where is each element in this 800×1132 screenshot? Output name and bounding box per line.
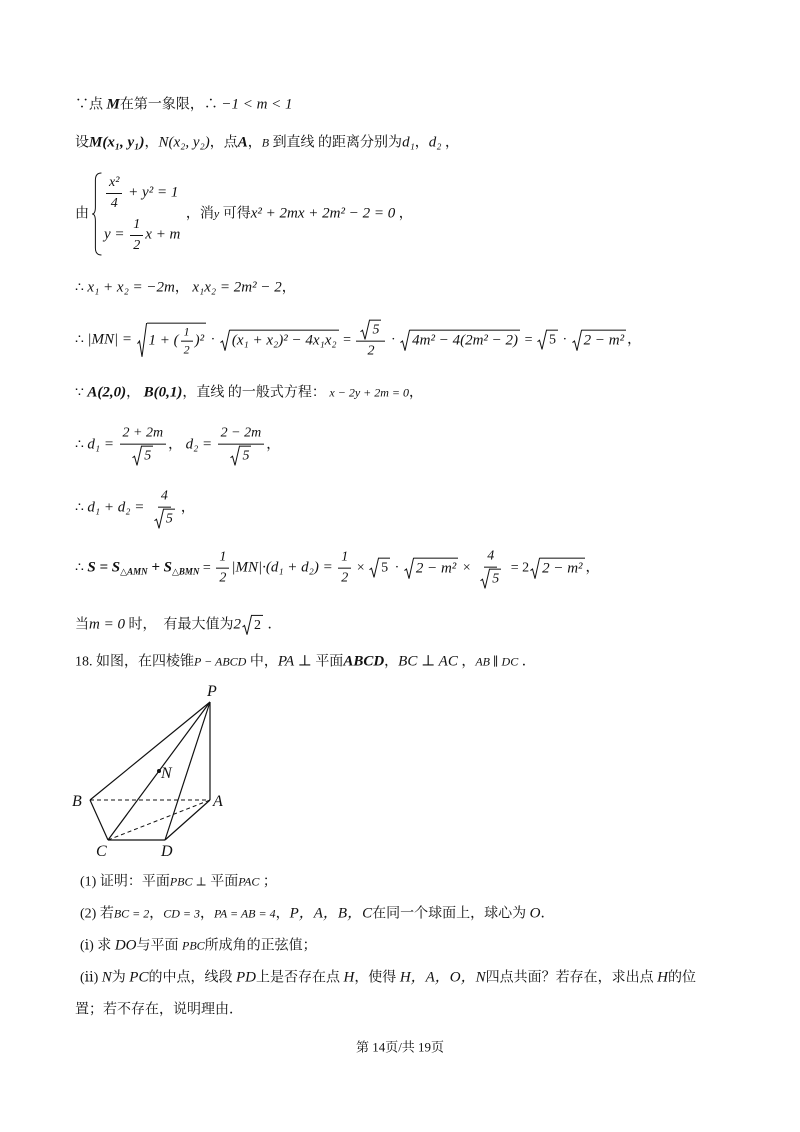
denominator: 2 xyxy=(367,343,375,359)
radical-sign xyxy=(230,445,240,465)
math-var: B xyxy=(261,135,270,150)
text: 在第一象限，∴ xyxy=(119,97,218,113)
math-expr: PAC xyxy=(238,874,260,889)
text: ； xyxy=(262,874,277,890)
text: ． xyxy=(540,906,555,922)
text: (2) 若 xyxy=(80,906,114,922)
radical xyxy=(230,445,251,465)
math-var: O xyxy=(529,905,541,922)
text: 平面 xyxy=(315,654,344,670)
text: ， xyxy=(409,385,424,401)
label-n: N xyxy=(161,765,172,782)
radical-sign-path xyxy=(361,320,371,339)
radicand: (x₁ + x₂)² − 4x₁x₂ xyxy=(230,329,339,351)
line-distances xyxy=(75,425,280,466)
denominator xyxy=(226,444,255,465)
text: ， xyxy=(247,135,262,151)
text: 当 xyxy=(75,617,89,633)
math-expr: |MN|·(d₁ + d₂) = xyxy=(231,559,333,576)
fraction xyxy=(181,325,193,358)
text: ． xyxy=(521,654,536,670)
math-var: H xyxy=(657,969,668,986)
radical xyxy=(404,557,458,579)
math-var: d₂ xyxy=(428,134,442,151)
fraction xyxy=(218,425,265,466)
radical xyxy=(537,330,558,350)
edge-pb xyxy=(90,702,210,800)
math-expr: d₁ = xyxy=(87,436,115,453)
math-op: × xyxy=(356,560,365,576)
math-expr: 2 xyxy=(233,616,241,633)
text: ， xyxy=(585,560,600,576)
question-1 xyxy=(80,873,277,891)
question-2-ii xyxy=(80,969,696,988)
math-expr: d₁ + d₂ = xyxy=(87,499,145,516)
math-expr: 1 + ( xyxy=(148,332,179,349)
text: 四点共面？若存在，求出点 xyxy=(485,970,654,986)
math-op: × xyxy=(462,560,471,576)
text: 与平面 xyxy=(136,938,179,954)
text: ，消 xyxy=(185,206,214,222)
denominator: 4 xyxy=(110,195,118,211)
radicand: 5 xyxy=(142,445,153,465)
math-var: y xyxy=(213,206,220,221)
radicand: 2 xyxy=(252,615,263,635)
radical xyxy=(242,615,263,635)
math-op: = xyxy=(343,332,351,348)
math-op: · xyxy=(562,332,568,348)
radicand: 2 − m² xyxy=(582,329,626,351)
text: ， xyxy=(200,906,215,922)
radical xyxy=(572,329,626,351)
radicand xyxy=(147,323,207,358)
radical-sign xyxy=(537,330,547,350)
text: 的位 xyxy=(668,970,696,986)
text: 时， 有最大值为 xyxy=(128,617,234,633)
math-var: A xyxy=(237,134,248,151)
line-mn-length xyxy=(75,320,641,361)
math-expr: PA = AB = 4 xyxy=(214,906,276,921)
radical-sign-path xyxy=(133,446,143,465)
denominator: 2 xyxy=(133,237,141,253)
question-2 xyxy=(80,905,554,924)
math-expr: H，A，O，N xyxy=(399,969,486,986)
math-expr: x² + 2mx + 2m² − 2 = 0 xyxy=(250,205,396,222)
radicand: 5 xyxy=(240,445,251,465)
text: 的中点，线段 xyxy=(148,970,233,986)
math-expr: |MN| = xyxy=(87,331,133,348)
text: ， xyxy=(149,906,164,922)
math-expr: S = S xyxy=(87,559,121,576)
radicand: 5 xyxy=(547,330,558,350)
text: ， xyxy=(180,500,195,516)
math-expr: = 2 xyxy=(510,560,530,576)
text: 设 xyxy=(75,135,89,151)
radicand: 2 − m² xyxy=(414,557,458,579)
radical-sign xyxy=(137,323,147,358)
math-expr: PC xyxy=(129,969,149,986)
radical-sign-path xyxy=(537,330,547,349)
radicand: 5 xyxy=(164,508,175,528)
radical-sign xyxy=(220,329,230,351)
math-expr: x₁x₂ = 2m² − 2 xyxy=(192,279,282,296)
math-var: H xyxy=(343,969,355,986)
text: ∴ xyxy=(75,500,84,516)
math-op: = xyxy=(202,560,211,576)
math-expr: y = xyxy=(104,226,125,243)
math-expr: −1 < m < 1 xyxy=(221,96,293,113)
text: 置；若不存在，说明理由． xyxy=(75,1002,243,1018)
subscript: △BMN xyxy=(171,566,200,577)
math-expr: d₂ = xyxy=(185,436,213,453)
line-vieta xyxy=(75,279,296,298)
radical-sign-path xyxy=(231,446,241,465)
radical xyxy=(360,320,381,340)
math-expr: AB ∥ DC xyxy=(475,654,519,669)
radical-sign xyxy=(154,508,164,528)
fraction xyxy=(106,174,122,212)
denominator xyxy=(128,444,157,465)
math-expr: )² xyxy=(194,332,205,349)
radical-sign-path xyxy=(531,558,541,578)
math-expr: x₁ + x₂ = −2m xyxy=(87,279,175,296)
math-expr: + y² = 1 xyxy=(128,184,179,201)
text: 在同一个球面上，球心为 xyxy=(372,906,527,922)
text: ， xyxy=(275,906,290,922)
denominator: 2 xyxy=(219,570,227,586)
math-expr: x − 2y + 2m = 0 xyxy=(329,385,410,400)
radical-sign-path xyxy=(137,323,147,356)
radical xyxy=(480,568,501,588)
radical-sign xyxy=(369,558,379,578)
numerator: 4 xyxy=(158,488,171,508)
radical xyxy=(137,323,207,358)
label-b: B xyxy=(72,793,82,810)
math-expr xyxy=(87,559,199,575)
text: ， xyxy=(266,437,281,453)
text: 为 xyxy=(111,970,126,986)
text: ， xyxy=(461,654,476,670)
label-p: P xyxy=(207,683,217,700)
text: ，直线 的一般式方程： xyxy=(182,385,326,401)
text: ∴ xyxy=(75,560,84,576)
radical-sign-path xyxy=(401,330,411,350)
text: 可得 xyxy=(222,206,251,222)
radicand: 5 xyxy=(370,320,381,340)
text: 所成角的正弦值； xyxy=(204,938,317,954)
math-op: · xyxy=(210,332,216,348)
radical xyxy=(132,445,153,465)
text: ， xyxy=(168,437,183,453)
radical xyxy=(369,558,390,578)
radical-sign xyxy=(530,557,540,579)
line-maximum xyxy=(75,615,281,635)
numerator: 2 − 2m xyxy=(218,425,265,445)
math-expr: PBC ⊥ xyxy=(169,874,207,889)
radicand: 4m² − 4(2m² − 2) xyxy=(410,329,520,351)
line-line-equation xyxy=(75,384,423,403)
question-2-i xyxy=(80,937,317,956)
radical-sign xyxy=(404,557,414,579)
radical-sign-path xyxy=(220,330,230,350)
math-expr: PBC xyxy=(181,938,205,953)
math-expr: x + m xyxy=(145,226,181,243)
math-expr: M(x₁, y₁) xyxy=(89,134,145,151)
radical-sign xyxy=(242,615,252,635)
radicand: 2 − m² xyxy=(540,557,584,579)
radical xyxy=(220,329,339,351)
math-expr: P，A，B，C xyxy=(289,905,373,922)
line-set-points xyxy=(75,134,459,153)
fraction xyxy=(120,425,167,466)
radicand: 5 xyxy=(379,558,390,578)
text: ． xyxy=(267,617,282,633)
left-brace xyxy=(91,172,102,256)
radical-sign xyxy=(132,445,142,465)
radical-sign-path xyxy=(404,558,414,578)
text: 18. 如图，在四棱锥 xyxy=(75,654,194,670)
denominator xyxy=(476,567,505,588)
text: ， xyxy=(126,385,141,401)
equation-line xyxy=(104,214,180,256)
text: ， xyxy=(627,332,642,348)
line-equation-system xyxy=(75,172,413,256)
fraction xyxy=(338,549,351,587)
math-var: N xyxy=(101,969,112,986)
math-expr: ABCD xyxy=(343,653,385,670)
text: ，点 xyxy=(209,135,238,151)
text: 由 xyxy=(75,206,89,222)
pyramid-figure xyxy=(60,680,240,862)
math-var: M xyxy=(106,96,120,113)
numerator: 1 xyxy=(181,325,193,342)
radical xyxy=(154,508,175,528)
radical-sign-path xyxy=(572,330,582,350)
edge-bc xyxy=(90,800,108,840)
text: (1) 证明：平面 xyxy=(80,874,170,890)
numerator: 1 xyxy=(216,549,229,569)
numerator: x² xyxy=(106,174,122,194)
text: ∴ xyxy=(75,332,84,348)
label-c: C xyxy=(96,843,107,860)
text: ， xyxy=(144,135,159,151)
math-expr: N(x₂, y₂) xyxy=(158,134,210,151)
text: (ⅰ) 求 xyxy=(80,938,112,954)
text: 中， xyxy=(249,654,278,670)
math-expr: BC ⊥ AC xyxy=(398,653,458,670)
math-expr: B(0,1) xyxy=(143,384,183,401)
text: ， xyxy=(281,280,296,296)
numerator: 4 xyxy=(484,548,497,568)
radical-sign xyxy=(400,329,410,351)
line-area xyxy=(75,548,600,589)
radical-sign-path xyxy=(481,569,491,588)
radical-sign xyxy=(480,568,490,588)
label-a: A xyxy=(213,793,223,810)
math-op: · xyxy=(390,332,396,348)
fraction xyxy=(216,549,229,587)
page-footer: 第 14页/共 19页 xyxy=(355,1039,445,1055)
brace-path xyxy=(92,173,101,255)
text: (ⅱ) xyxy=(80,970,99,986)
equation-system xyxy=(91,172,180,256)
math-op: · xyxy=(394,560,400,576)
numerator: 1 xyxy=(130,216,143,236)
text: 平面 xyxy=(210,874,239,890)
radical xyxy=(400,329,520,351)
fraction xyxy=(356,320,385,361)
math-expr: CD = 3 xyxy=(163,906,201,921)
radical-sign xyxy=(360,320,370,340)
text: ∴ xyxy=(75,280,84,296)
math-expr: PA ⊥ xyxy=(277,653,312,670)
math-expr: DO xyxy=(114,937,137,954)
label-d: D xyxy=(161,843,173,860)
fraction xyxy=(150,488,179,529)
radical xyxy=(530,557,584,579)
radical-sign-path xyxy=(154,509,164,528)
text: ，使得 xyxy=(354,970,397,986)
math-expr: BC = 2 xyxy=(113,906,150,921)
radical-sign xyxy=(572,329,582,351)
math-expr: PD xyxy=(235,969,256,986)
text: ， xyxy=(384,654,399,670)
numerator: 2 + 2m xyxy=(120,425,167,445)
equation-ellipse xyxy=(104,172,180,214)
denominator xyxy=(150,507,179,528)
text: ∴ xyxy=(75,437,84,453)
line-quadrant xyxy=(75,96,293,115)
radical-sign-path xyxy=(370,558,380,577)
question-2-ii-continued xyxy=(75,1001,243,1019)
numerator xyxy=(356,320,385,342)
text: ， xyxy=(398,206,413,222)
problem-18-statement xyxy=(75,653,536,672)
text: ∵点 xyxy=(75,97,103,113)
text: ， xyxy=(174,280,189,296)
math-expr: + S xyxy=(151,559,172,576)
denominator: 2 xyxy=(183,342,190,357)
denominator: 2 xyxy=(341,570,349,586)
math-var: d₁ xyxy=(402,134,415,151)
text: 到直线 的距离分别为 xyxy=(272,135,403,151)
text: 上是否存在点 xyxy=(255,970,340,986)
math-op: = xyxy=(524,332,533,348)
fraction xyxy=(476,548,505,589)
radicand: 5 xyxy=(490,568,501,588)
math-expr: A(2,0) xyxy=(87,384,127,401)
math-expr: P − ABCD xyxy=(194,654,247,669)
subscript: △AMN xyxy=(120,566,148,577)
text: ∵ xyxy=(75,385,84,401)
fraction xyxy=(130,216,143,254)
math-expr: m = 0 xyxy=(89,616,125,633)
line-distance-sum xyxy=(75,488,195,529)
numerator: 1 xyxy=(338,549,351,569)
radical-sign-path xyxy=(242,615,252,634)
text: ， xyxy=(414,135,429,151)
text: ， xyxy=(445,135,459,151)
